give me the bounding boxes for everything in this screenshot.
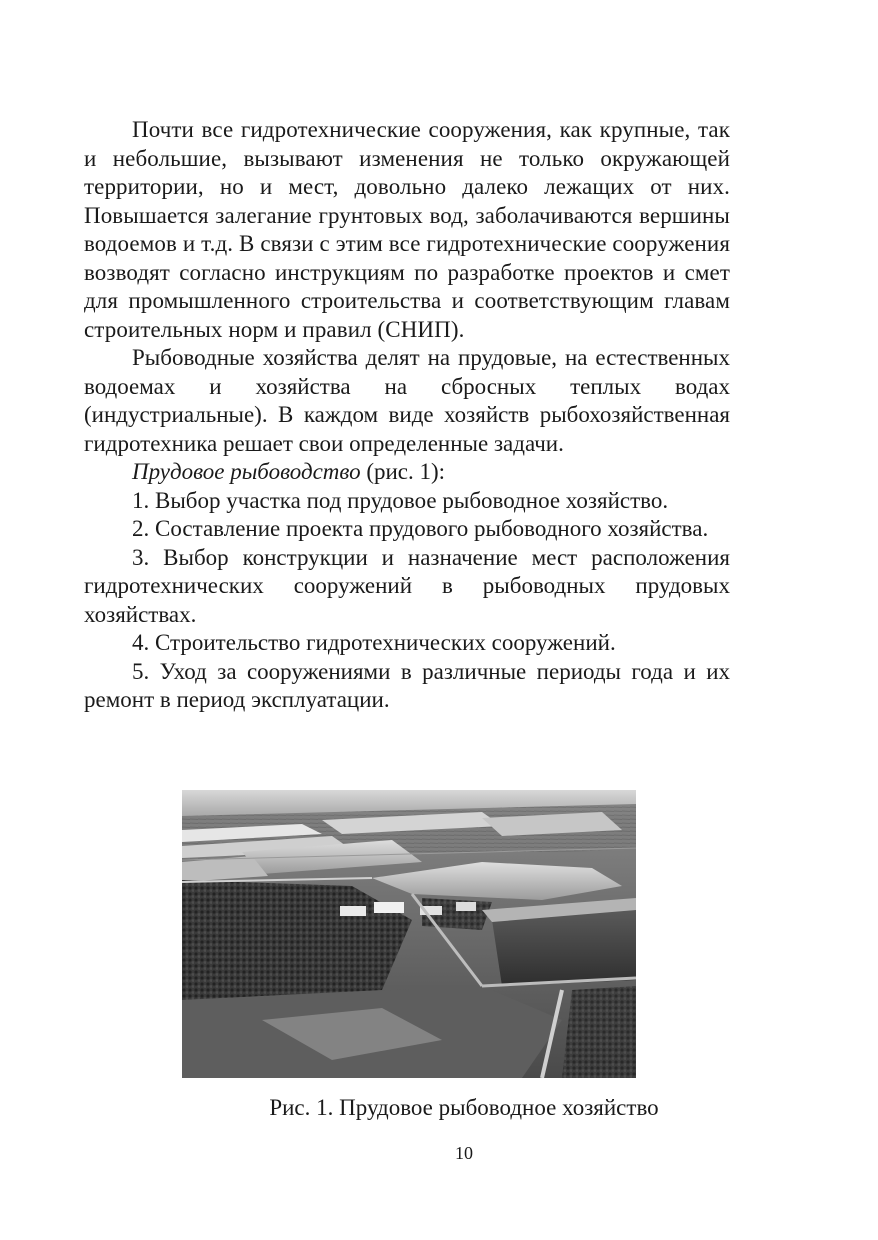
section-title: Прудовое рыбоводство [132, 459, 361, 484]
paragraph-farm-types: Рыбоводные хозяйства делят на прудовые, на естественных водоемах и хозяйства на сбросных теплых водах (индустриальные). В каждом виде хозяйств рыбохозяйственная гидротехника решает свои определенные задачи. [84, 345, 730, 456]
list-item-step-3: 3. Выбор конструкции и назначение мест расположения гидротехнических сооружений в рыбоводных прудовых хозяйствах. [84, 544, 730, 627]
dark-pond [492, 910, 636, 986]
section-heading-line [84, 458, 730, 487]
paragraph-intro: Почти все гидротехнические сооружения, как крупные, так и небольшие, вызывают изменения не только окружающей территории, но и мест, довольно далеко лежащих от них. Повышается залегание грунтовых вод, заболачиваются вершины водоемов и т.д. В связи с этим все гидротехнические сооружения возводят согласно инструкциям по разработке проектов и смет для промышленного строительства и соответствующим главам строительных норм и правил (СНИП). [84, 117, 730, 342]
list-item-step-5: 5. Уход за сооружениями в различные периоды года и их ремонт в период эксплуатации. [84, 658, 730, 712]
aerial-photo-illustration [182, 790, 636, 1078]
section-figure-reference: (рис. 1): [360, 459, 446, 484]
figure-pond-farm-photo [182, 790, 636, 1078]
list-item-step-2: 2. Составление проекта прудового рыбоводного хозяйства. [132, 516, 709, 541]
figure-caption: Рис. 1. Прудовое рыбоводное хозяйство [269, 1095, 659, 1120]
list-item-step-4: 4. Строительство гидротехнических сооружений. [132, 630, 616, 655]
page-number: 10 [455, 1143, 473, 1163]
body-text [84, 116, 730, 715]
list-item-step-1: 1. Выбор участка под прудовое рыбоводное хозяйство. [132, 487, 669, 513]
